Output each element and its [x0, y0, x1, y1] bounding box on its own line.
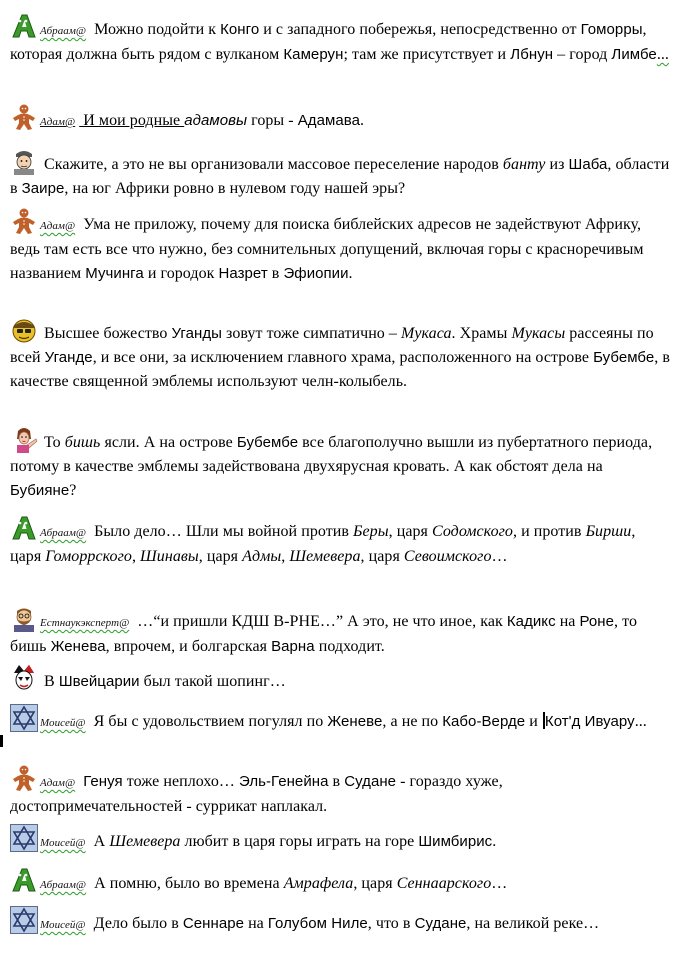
message-text: на	[244, 915, 268, 932]
italic-name: Амрафела	[283, 875, 354, 892]
message-text: из	[545, 156, 569, 173]
italic-name: Мукаса	[401, 325, 452, 342]
margin-mark	[0, 735, 3, 747]
chat-entry	[10, 664, 670, 694]
place-name: Эфиопии	[283, 265, 349, 282]
harlequin-icon	[10, 664, 38, 692]
message-text: в	[267, 265, 284, 282]
place-name: Роне	[579, 613, 615, 630]
message-text: В	[40, 673, 59, 690]
place-name: Генуя	[83, 773, 123, 790]
message-text: , в качестве священной эмблемы используют челн-колыбель.	[10, 349, 670, 390]
message-text: Было дело… Шли мы войной против	[90, 523, 354, 540]
star-of-david-icon	[10, 906, 38, 934]
message-text: , области в	[10, 156, 670, 197]
place-name: Заире	[21, 180, 65, 197]
place-name: Кот'д Ивуару	[544, 713, 635, 730]
message-text: ?	[69, 482, 77, 499]
message-text: , царя	[10, 523, 636, 565]
place-name: Лбнун	[510, 46, 554, 63]
message-text: , впрочем, и болгарская	[105, 638, 272, 655]
message-text: , на великой реке…	[466, 915, 600, 932]
place-name: Конго	[220, 21, 260, 38]
message-text: и городок	[143, 265, 219, 282]
message-text: ...	[656, 46, 669, 63]
message-text: ясли. А на острове	[100, 434, 237, 451]
message-text: и	[525, 713, 542, 730]
place-name: Назрет	[218, 265, 268, 282]
message-text: на	[555, 613, 580, 630]
italic-name: Сеннаарского	[396, 875, 492, 892]
chat-entry	[10, 425, 670, 503]
chat-entry	[10, 316, 670, 394]
gingerbread-man-icon	[10, 764, 38, 792]
message-text: , царя	[198, 548, 243, 565]
italic-name: Содомского	[432, 523, 513, 540]
message-text: И мои родные	[79, 112, 185, 129]
message-text: зовут тоже симпатично –	[222, 325, 402, 342]
man-with-cap-icon	[10, 147, 38, 175]
chat-entry	[10, 764, 670, 819]
place-name: Камерун	[283, 46, 344, 63]
message-text: …	[491, 548, 508, 565]
place-name: Уганды	[171, 325, 222, 342]
chat-entry	[10, 824, 670, 855]
place-name: Шимбирис	[418, 833, 493, 850]
chat-entry	[10, 906, 670, 937]
message-text: То	[40, 434, 65, 451]
message-text: тоже неплохо…	[122, 773, 239, 790]
message-text: и с западного побережья, непосредственно от	[259, 21, 581, 38]
place-name: Судане	[414, 915, 467, 932]
italic-name: Адмы	[242, 548, 282, 565]
author-nickname: Адам@	[40, 777, 76, 789]
italic-name: Бирши	[585, 523, 632, 540]
place-name: Голубом Ниле	[267, 915, 368, 932]
message-text: , царя	[353, 875, 397, 892]
message-text: Скажите, а это не вы организовали массовое переселение народов	[40, 156, 503, 173]
message-text: .	[348, 265, 353, 282]
place-name: Сеннаре	[182, 915, 245, 932]
chat-entry	[10, 147, 670, 201]
message-text: в	[328, 773, 345, 790]
message-text: .	[359, 112, 365, 129]
italic-name: Мукасы	[511, 325, 566, 342]
place-name: Адамава	[297, 112, 360, 129]
place-name: Бубембе	[236, 434, 299, 451]
message-text: - гораздо хуже, достопримечательностей - суррикат наплакал.	[10, 773, 503, 815]
message-text: А помню, было во времена	[90, 875, 284, 892]
italic-name: Шинавы	[140, 548, 199, 565]
message-text: ...	[634, 713, 647, 730]
message-text: …“и пришли КДШ В-РНЕ…” А это, не что иное, как	[133, 613, 507, 630]
star-of-david-icon	[10, 704, 38, 732]
bearded-expert-icon	[10, 604, 38, 632]
place-name: адамовы	[184, 112, 248, 129]
author-nickname: Моисей@	[40, 717, 86, 729]
message-text: , а не по	[382, 713, 443, 730]
place-name: Женева	[50, 638, 106, 655]
chat-entry	[10, 704, 670, 735]
green-letter-a-icon	[10, 12, 38, 40]
author-nickname: Абраам@	[40, 879, 87, 891]
gingerbread-man-icon	[10, 207, 38, 235]
message-text: , царя	[388, 523, 432, 540]
smiley-with-glasses-icon	[10, 316, 38, 344]
chat-entry	[10, 866, 670, 897]
place-name: Мучинга	[85, 265, 144, 282]
author-nickname: Моисей@	[40, 837, 86, 849]
message-text: Я бы с удовольствием погулял по	[89, 713, 328, 730]
message-text: , что в	[367, 915, 415, 932]
message-text: .	[492, 833, 497, 850]
message-text: Ума не приложу, почему для поиска библейских адресов не задействуют Африку, ведь там есть все что нужно, без сомнительных допущений, включая горы с красноречивым названием	[10, 216, 644, 282]
author-nickname: Абраам@	[40, 527, 87, 539]
message-text: горы -	[247, 112, 298, 129]
chat-entry	[10, 12, 670, 67]
author-nickname: Абраам@	[40, 25, 87, 37]
place-name: Швейцарии	[58, 673, 140, 690]
message-text: ,	[281, 548, 290, 565]
author-nickname: Адам@	[40, 116, 76, 128]
place-name: Варна	[271, 638, 315, 655]
message-text: …	[491, 875, 508, 892]
message-text: Высшее божество	[40, 325, 172, 342]
message-text: , и против	[512, 523, 586, 540]
message-text: ; там же присутствует и	[343, 46, 511, 63]
green-letter-a-icon	[10, 514, 38, 542]
place-name: Женеве	[327, 713, 383, 730]
star-of-david-icon	[10, 824, 38, 852]
message-text: любит в царя горы играть на горе	[180, 833, 419, 850]
author-nickname: Адам@	[40, 220, 76, 232]
message-text: , царя	[360, 548, 404, 565]
italic-name: Беры	[353, 523, 389, 540]
message-text: , то бишь	[10, 613, 638, 655]
message-text: был такой шопинг…	[139, 673, 286, 690]
place-name: Шаба	[568, 156, 608, 173]
place-name: Кабо-Верде	[442, 713, 526, 730]
message-text: ,	[131, 548, 141, 565]
chat-entry	[10, 604, 670, 659]
message-text: Дело было в	[89, 915, 183, 932]
chat-entry	[10, 103, 670, 134]
message-text: . Храмы	[451, 325, 512, 342]
message-text: , которая должна быть рядом с вулканом	[10, 21, 647, 63]
message-text: Можно подойти к	[90, 21, 221, 38]
italic-name: Шемевера	[109, 833, 181, 850]
italic-name: Шемевера	[289, 548, 361, 565]
chat-entry	[10, 514, 670, 569]
place-name: Эль-Генейна	[238, 773, 329, 790]
pointing-lady-icon	[10, 425, 38, 453]
italic-name: банту	[502, 156, 546, 173]
place-name: Кадикс	[506, 613, 556, 630]
place-name: Лимбе	[611, 46, 657, 63]
message-text: все благополучно вышли из пубертатного периода, потому в качестве эмблемы задействована двухярусная кровать. А как обстоят дела на	[10, 434, 653, 475]
italic-name: Гоморрского	[45, 548, 132, 565]
italic-name: Севоимского	[403, 548, 492, 565]
message-text: – город	[553, 46, 612, 63]
place-name: Гоморры	[580, 21, 643, 38]
author-nickname: Моисей@	[40, 919, 86, 931]
gingerbread-man-icon	[10, 103, 38, 131]
message-text: , и все они, за исключением главного храма, расположенного на острове	[92, 349, 594, 366]
place-name: Уганде	[44, 349, 93, 366]
chat-entry	[10, 207, 670, 286]
message-text: , на юг Африки ровно в нулевом году нашей эры?	[64, 180, 406, 197]
place-name: Бубембе	[593, 349, 655, 366]
place-name: Судане	[344, 773, 397, 790]
italic-name: бишь	[64, 434, 101, 451]
message-text: подходит.	[314, 638, 385, 655]
message-text: А	[89, 833, 110, 850]
green-letter-a-icon	[10, 866, 38, 894]
message-text: рассеяны по всей	[10, 325, 654, 366]
place-name: Бубияне	[10, 482, 70, 499]
author-nickname: Естнаукэксперт@	[40, 617, 130, 629]
